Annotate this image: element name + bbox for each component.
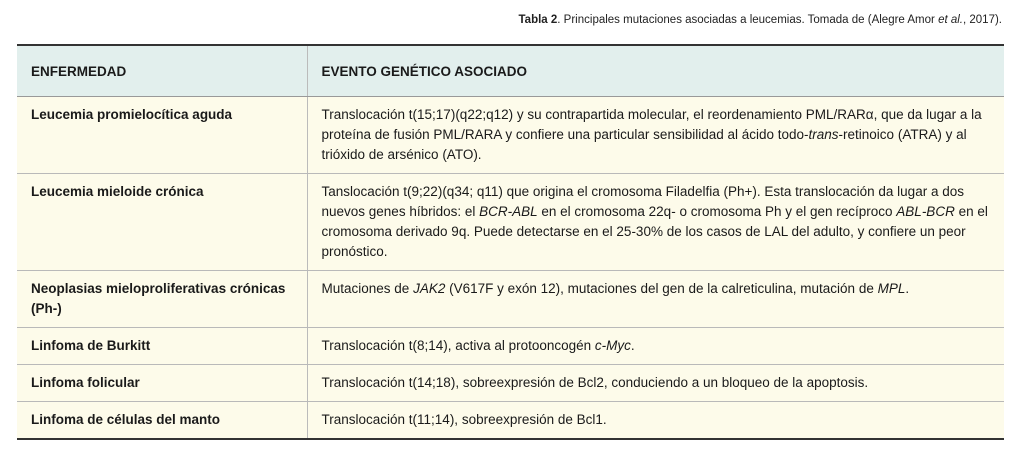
- table-body: [17, 97, 1004, 440]
- header-row: [17, 45, 1004, 97]
- table-row: [17, 402, 1004, 440]
- gene-name-italic: trans: [808, 127, 839, 142]
- disease-cell: Neoplasias mieloproliferativas crónicas (Ph-): [17, 271, 307, 328]
- table-row: [17, 328, 1004, 365]
- table-row: [17, 271, 1004, 328]
- disease-cell: Linfoma de Burkitt: [17, 328, 307, 365]
- disease-cell: Leucemia mieloide crónica: [17, 174, 307, 271]
- table-row: [17, 174, 1004, 271]
- mutations-table-container: [17, 44, 1004, 440]
- caption-text-b: , 2017).: [963, 14, 1002, 26]
- gene-name-italic: MPL: [877, 281, 906, 296]
- table-caption: [519, 14, 1002, 26]
- caption-label: Tabla 2: [518, 14, 558, 26]
- event-text: Translocación t(15;17)(q22;q12) y su contrapartida molecular, el reordenamiento PML/RARα, que da lugar a la proteína de fusión PML/RARA y confiere una particular sensibilidad al ácido todo-: [321, 107, 982, 142]
- event-text: -retinoico (ATRA) y al trióxido de arsénico (ATO).: [321, 127, 967, 162]
- genetic-event-cell: [307, 271, 1004, 328]
- gene-name-italic: JAK2: [413, 281, 446, 296]
- event-text: .: [905, 281, 910, 296]
- caption-italic: et al.: [938, 14, 963, 26]
- genetic-event-cell: [307, 174, 1004, 271]
- event-text: Translocación t(8;14), activa al protooncogén: [321, 338, 595, 353]
- event-text: Tanslocación t(9;22)(q34; q11) que origina el cromosoma Filadelfia (Ph+). Esta translocación da lugar a dos nuevos genes híbridos: el: [321, 184, 964, 219]
- table-row: [17, 365, 1004, 402]
- header-genetic-event: EVENTO GENÉTICO ASOCIADO: [307, 45, 1004, 97]
- genetic-event-cell: [307, 365, 1004, 402]
- event-text: Translocación t(11;14), sobreexpresión de Bcl1.: [321, 412, 607, 427]
- genetic-event-cell: [307, 402, 1004, 440]
- gene-name-italic: BCR-ABL: [479, 204, 538, 219]
- event-text: (V617F y exón 12), mutaciones del gen de la calreticulina, mutación de: [445, 281, 878, 296]
- header-disease: ENFERMEDAD: [17, 45, 307, 97]
- table-header: [17, 45, 1004, 97]
- disease-cell: Linfoma folicular: [17, 365, 307, 402]
- gene-name-italic: c-Myc: [594, 338, 631, 353]
- event-text: en el cromosoma 22q- o cromosoma Ph y el gen recíproco: [537, 204, 897, 219]
- event-text: Translocación t(14;18), sobreexpresión de Bcl2, conduciendo a un bloqueo de la apoptosis.: [321, 375, 869, 390]
- mutations-table: [17, 44, 1004, 440]
- caption-text-a: . Principales mutaciones asociadas a leucemias. Tomada de (Alegre Amor: [557, 14, 939, 26]
- table-row: [17, 97, 1004, 174]
- disease-cell: Linfoma de células del manto: [17, 402, 307, 440]
- gene-name-italic: ABL-BCR: [896, 204, 955, 219]
- genetic-event-cell: [307, 328, 1004, 365]
- event-text: Mutaciones de: [321, 281, 414, 296]
- genetic-event-cell: [307, 97, 1004, 174]
- event-text: .: [630, 338, 635, 353]
- event-text: en el cromosoma derivado 9q. Puede detectarse en el 25-30% de los casos de LAL del adulto, y confiere un peor pronóstico.: [321, 204, 988, 259]
- disease-cell: Leucemia promielocítica aguda: [17, 97, 307, 174]
